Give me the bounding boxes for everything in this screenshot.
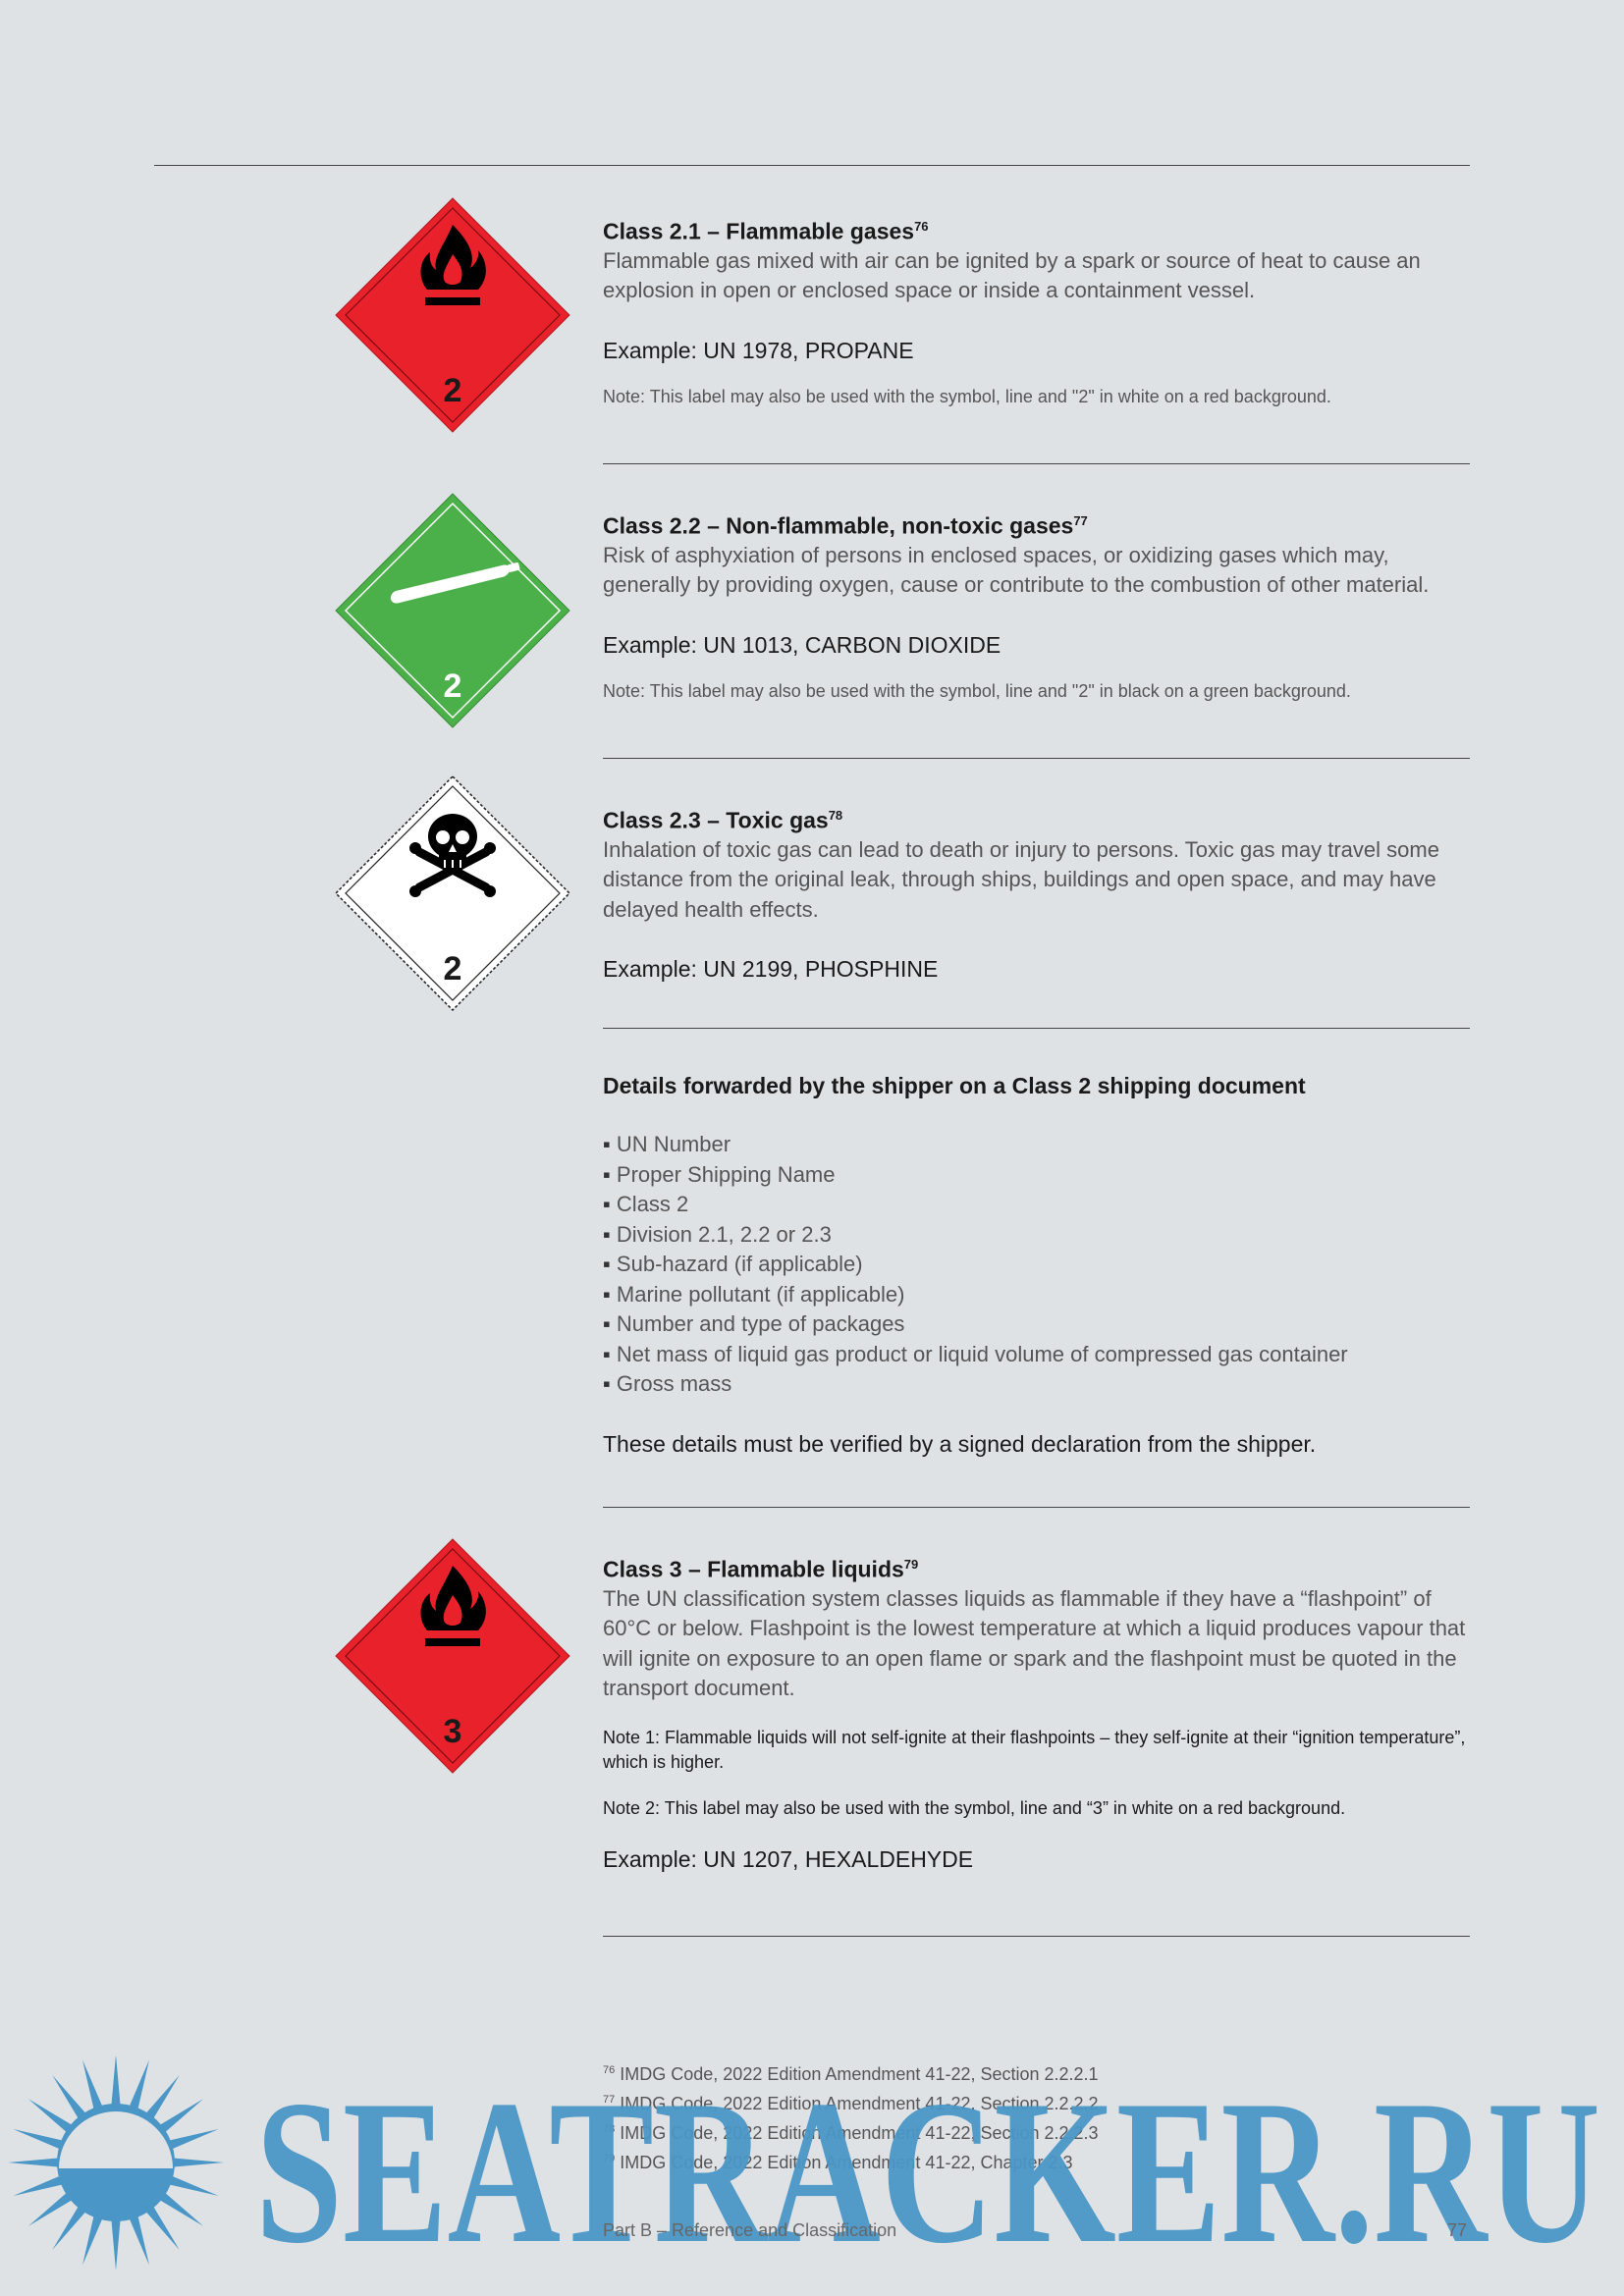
footnote: $^{76}$ IMDG Code, 2022 Edition Amendment 41-22, Section 2.2.2.1	[603, 2064, 1099, 2084]
sun-ray	[128, 2059, 149, 2112]
section-note: Note: This label may also be used with the symbol, line and "2" in white on a red background.	[603, 386, 1331, 406]
sun-ray	[82, 2059, 104, 2112]
divider	[603, 1936, 1470, 1937]
footnote-ref: 79	[903, 1557, 919, 1572]
list-item: ▪ Class 2	[603, 1190, 1477, 1220]
section-example: Example: UN 1978, PROPANE	[603, 337, 914, 363]
divider	[603, 1028, 1470, 1029]
sun-ray	[13, 2129, 66, 2151]
section-title: Class 2.3 – Toxic gas$^{78}$	[603, 807, 843, 833]
class-number: 2	[443, 667, 462, 705]
class-2-3-hazard-label	[335, 775, 570, 1011]
details-closing: These details must be verified by a signed declaration from the shipper.	[603, 1430, 1317, 1457]
list-item: ▪ Number and type of packages	[603, 1309, 1477, 1340]
list-item: ▪ Marine pollutant (if applicable)	[603, 1280, 1477, 1310]
details-title: Details forwarded by the shipper on a Class 2 shipping document	[603, 1073, 1306, 1098]
footer-section-title: Part B – Reference and Classification	[603, 2220, 897, 2240]
sun-ray	[128, 2213, 149, 2266]
page-number: 77	[1447, 2220, 1468, 2240]
section-title: Class 3 – Flammable liquids$^{79}$	[603, 1556, 919, 1582]
list-item: ▪ Proper Shipping Name	[603, 1160, 1477, 1191]
sun-ray	[82, 2213, 104, 2266]
footnote: $^{77}$ IMDG Code, 2022 Edition Amendment 41-22, Section 2.2.2.2	[603, 2094, 1099, 2113]
footnote: $^{78}$ IMDG Code, 2022 Edition Amendment 41-22, Section 2.2.2.3	[603, 2123, 1099, 2143]
section-note-1: Note 1: Flammable liquids will not self-ignite at their flashpoints – they self-ignite at their “ignition temperature”, which is higher.	[603, 1727, 1466, 1772]
section-title: Class 2.2 – Non-flammable, non-toxic gases$^{77}$	[603, 512, 1088, 539]
section-title: Class 2.1 – Flammable gases$^{76}$	[603, 218, 929, 244]
section-example: Example: UN 1207, HEXALDEHYDE	[603, 1845, 974, 1872]
footnote-ref: 76	[914, 219, 929, 234]
class-3-section	[603, 1550, 1477, 1874]
watermark-text: SEATRACKER.RU	[255, 2058, 1600, 2272]
sun-ray	[111, 2056, 121, 2109]
list-item: ▪ Net mass of liquid gas product or liquid volume of compressed gas container	[603, 1340, 1477, 1370]
class-number: 2	[443, 372, 462, 409]
class-2-2-hazard-label	[335, 493, 570, 728]
class-2-1-section	[603, 212, 1477, 408]
sun-ray	[166, 2129, 219, 2151]
list-item: ▪ Division 2.1, 2.2 or 2.3	[603, 1220, 1477, 1251]
class-number: 2	[443, 950, 462, 988]
sun-burst-icon	[8, 2056, 224, 2270]
class-2-3-section	[603, 801, 1477, 984]
class-number: 3	[443, 1713, 462, 1750]
sun-ray	[170, 2158, 224, 2167]
section-note: Note: This label may also be used with the symbol, line and "2" in black on a green background.	[603, 680, 1351, 701]
sun-ray	[8, 2158, 62, 2167]
class-2-1-hazard-label	[335, 197, 570, 433]
footnote-ref: 77	[1073, 513, 1088, 528]
details-list	[603, 1130, 1477, 1400]
footnote-ref: 78	[828, 808, 843, 823]
section-description: The UN classification system classes liquids as flammable if they have a “flashpoint” of 60°C or below. Flashpoint is the lowest temperature at which a liquid produces vapour that will ignite on exposure to an open flame or spark and the flashpoint must be quoted in the transport document.	[603, 1585, 1466, 1701]
top-rule	[154, 165, 1470, 166]
section-description: Inhalation of toxic gas can lead to death or injury to persons. Toxic gas may travel some distance from the original leak, through ships, buildings and open space, and may have delayed health effects.	[603, 836, 1439, 922]
list-item: ▪ Sub-hazard (if applicable)	[603, 1250, 1477, 1280]
sun-ray	[111, 2216, 121, 2270]
class-3-hazard-label	[335, 1538, 570, 1774]
list-item: ▪ UN Number	[603, 1130, 1477, 1160]
shipping-details-section	[603, 1071, 1477, 1459]
section-description: Flammable gas mixed with air can be ignited by a spark or source of heat to cause an explosion in open or enclosed space or inside a containment vessel.	[603, 247, 1421, 303]
section-note-2: Note 2: This label may also be used with the symbol, line and “3” in white on a red background.	[603, 1797, 1346, 1818]
section-description: Risk of asphyxiation of persons in enclosed spaces, or oxidizing gases which may, generally by providing oxygen, cause or contribute to the combustion of other material.	[603, 542, 1430, 598]
list-item: ▪ Gross mass	[603, 1369, 1477, 1400]
divider	[603, 1507, 1470, 1508]
sun-ray	[13, 2174, 66, 2196]
footnote: $^{79}$ IMDG Code, 2022 Edition Amendment 41-22, Chapter 2.3	[603, 2153, 1073, 2172]
class-2-2-section	[603, 507, 1477, 703]
divider	[603, 463, 1470, 464]
section-example: Example: UN 2199, PHOSPHINE	[603, 956, 939, 983]
sun-ray	[166, 2174, 219, 2196]
section-example: Example: UN 1013, CARBON DIOXIDE	[603, 631, 1001, 658]
divider	[603, 758, 1470, 759]
